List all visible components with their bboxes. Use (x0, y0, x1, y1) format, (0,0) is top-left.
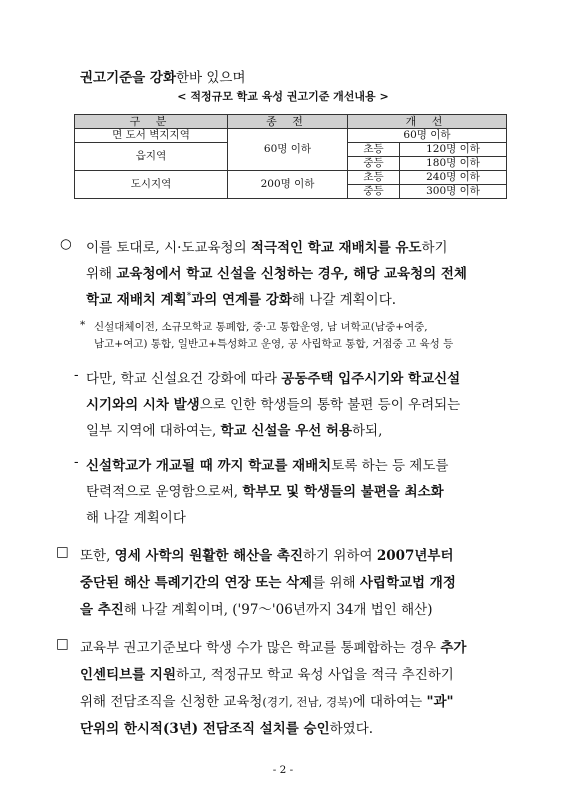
row-old-value: 60명 이하 (228, 129, 348, 171)
standards-table (74, 114, 507, 199)
row-sub-label: 초등 (348, 171, 400, 185)
row-label: 면 도서 벽지지역 (75, 129, 228, 143)
page-number: - 2 - (272, 764, 294, 776)
header-category: 구 분 (75, 115, 228, 129)
header-old: 종 전 (228, 115, 348, 129)
table-row (75, 171, 507, 185)
table-header-row (75, 115, 507, 129)
row-sub-value: 180명 이하 (400, 157, 507, 171)
row-sub-label: 초등 (348, 143, 400, 157)
row-old-value: 200명 이하 (228, 171, 348, 199)
row-sub-value: 300명 이하 (400, 185, 507, 199)
row-new-value: 60명 이하 (348, 129, 507, 143)
bullet-circle: ○ (60, 236, 72, 252)
note-mark: * (80, 319, 86, 331)
row-label: 읍지역 (75, 143, 228, 171)
row-sub-value: 120명 이하 (400, 143, 507, 157)
header-new: 개 선 (348, 115, 507, 129)
row-label: 도시지역 (75, 171, 228, 199)
table-caption: < 적정규모 학교 육성 권고기준 개선내용 > (177, 90, 389, 103)
row-sub-label: 중등 (348, 185, 400, 199)
row-sub-value: 240명 이하 (400, 171, 507, 185)
row-sub-label: 중등 (348, 157, 400, 171)
table-row (75, 129, 507, 143)
bullet-square: □ (56, 544, 69, 560)
bullet-square: □ (56, 636, 69, 652)
document-page: 권고기준을 강화한바 있으며 < 적정규모 학교 육성 권고기준 개선내용 > 구 분 종 전 개 선 면 도서 벽지지역 60명 이하 60명 이하 읍지역 초등 120명 이하 중등 180명 이하 도시지역 200명 이하 초등 240명 이하 중등 300명 이하 ○ 이를 토대로, 시·도교육청의 적극적인 학교 재배치를 유도하기 위해 교육청에서 학교 신설을 신청하는 경우, 해당 교육청의 전체 학교 재배치 계획*과의 연계를 강화해 나갈 계획이다. * 신설대체이전, 소규모학교 통폐합, 중·고 통합운영, 남 녀학교(남중+여중, 남고+여고) 통합, 일반고+특성화고 운영, 공 사립학교 통합, 거점중 고 육성 등 - 다만, 학교 신설요건 강화에 따라 공동주택 입주시기와 학교신설 시기와의 시차 발생으로 인한 학생들의 통학 불편 등이 우려되는 일부 지역에 대하여는, 학교 신설을 우선 허용하되, - 신설학교가 개교될 때 까지 학교를 재배치토록 하는 등 제도를 탄력적으로 운영함으로써, 학부모 및 학생들의 불편을 최소화 해 나갈 계획이다 □ 또한, 영세 사학의 원활한 해산을 촉진하기 위하여 2007년부터 중단된 해산 특례기간의 연장 또는 삭제를 위해 사립학교법 개정 을 추진해 나갈 계획이며, ('97～'06년까지 34개 법인 해산) □ 교육부 권고기준보다 학생 수가 많은 학교를 통폐합하는 경우 추가 인센티브를 지원하고, 적정규모 학교 육성 사업을 적극 추진하기 위해 전담조직을 신청한 교육청(경기, 전남, 경북)에 대하여는 "과" 단위의 한시적(3년) 전담조직 설치를 승인하였다. - 2 - (0, 0, 566, 800)
intro-line: 권고기준을 강화한바 있으며 (80, 70, 246, 86)
